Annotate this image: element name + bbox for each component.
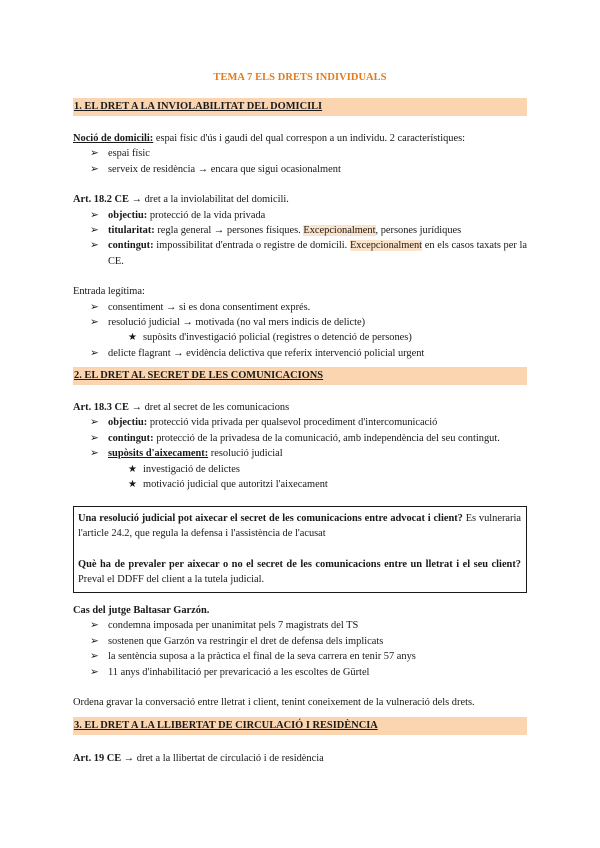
case-title: Cas del jutge Baltasar Garzón. [73, 605, 210, 616]
list-item: ➢ resolució judicial → motivada (no val mers indicis de delicte) ★ supòsits d'investigació policial (registres o detenció de persones) [73, 315, 527, 346]
highlight: Excepcionalment [303, 225, 376, 237]
arrow-bullet-icon: ➢ [90, 163, 99, 175]
highlight: Excepcionalment [349, 240, 423, 252]
section-1-heading: 1. EL DRET A LA INVIOLABILITAT DEL DOMICILI [73, 98, 527, 116]
list-item: ★ supòsits d'investigació policial (registres o detenció de persones) [73, 330, 527, 345]
star-bullet-icon: ★ [128, 463, 137, 475]
list-item: ➢ consentiment → si es dona consentiment exprés. [73, 300, 527, 315]
list-item: ➢ objectiu: protecció vida privada per qualsevol procediment d'intercomunicació [73, 415, 527, 430]
arrow-bullet-icon: ➢ [90, 651, 99, 663]
qa-1: Una resolució judicial pot aixecar el secret de les comunicacions entre advocat i client? Es vulneraria l'article 24.2, que regula la defensa i l'assistència de l'acusat [78, 513, 522, 540]
entrada-label: Entrada legítima: [73, 286, 145, 298]
section-1-body [73, 131, 527, 361]
list-item: ★ investigació de delictes [73, 462, 527, 477]
arrow-bullet-icon: ➢ [90, 317, 99, 329]
arrow-bullet-icon: ➢ [90, 301, 99, 313]
notion-list [73, 146, 527, 177]
case-list [73, 618, 527, 680]
art-18-3-paragraph: Art. 18.3 CE → dret al secret de les comunicacions [73, 402, 290, 413]
arrow-bullet-icon: ➢ [90, 448, 99, 460]
arrow-bullet-icon: ➢ [90, 209, 99, 221]
arrow-bullet-icon: ➢ [90, 225, 99, 237]
arrow-bullet-icon: ➢ [90, 347, 99, 359]
section-2-heading: 2. EL DRET AL SECRET DE LES COMUNICACIONS [73, 367, 527, 385]
case-conclusion: Ordena gravar la conversació entre lletrat i client, tenint coneixement de la vulneració dels drets. [73, 697, 475, 709]
art-18-2-paragraph: Art. 18.2 CE → dret a la inviolabilitat del domicili. [73, 194, 289, 206]
list-item: ➢ delicte flagrant → evidència delictiva que referix intervenció policial urgent [73, 346, 527, 361]
list-item: ➢ contingut: impossibilitat d'entrada o registre de domicili. Excepcionalment en els casos taxats per la CE. [90, 240, 527, 267]
list-item: ➢ objectiu: protecció de la vida privada [73, 208, 527, 223]
garzon-case [73, 603, 527, 710]
list-item: ➢ condemna imposada per unanimitat pels 7 magistrats del TS [73, 618, 527, 633]
arrow-bullet-icon: ➢ [90, 148, 99, 160]
sup-sublist [73, 462, 527, 493]
art-19-paragraph: Art. 19 CE → dret a la llibertat de circulació i de residència [73, 753, 324, 764]
notion-paragraph: Noció de domicili: espai físic d'ús i gaudi del qual correspon a un individu. 2 característiques: [73, 133, 466, 144]
list-item: ➢ contingut: protecció de la privadesa de la comunicació, amb independència del seu contingut. [73, 431, 527, 446]
list-item: ➢ serveix de residència → encara que sigui ocasionalment [73, 162, 527, 177]
document-title: TEMA 7 ELS DRETS INDIVIDUALS [213, 72, 387, 83]
entrada-sublist [73, 330, 527, 345]
list-item: ➢ 11 anys d'inhabilitació per prevaricació a les escoltes de Gürtel [73, 665, 527, 680]
list-item: ➢ la sentència suposa a la pràctica el final de la seva carrera en tenir 57 anys [73, 649, 527, 664]
star-bullet-icon: ★ [128, 332, 137, 344]
list-item: ➢ supòsits d'aixecament: resolució judicial ★ investigació de delictes ★ motivació judicial que autoritzi l'aixecament [73, 446, 527, 492]
entrada-list [73, 300, 527, 362]
qa-2: Què ha de prevaler per aixecar o no el secret de les comunicacions entre un lletrat i el seu client? Preval el DDFF del client a la tutela judicial. [78, 558, 521, 586]
section-3-heading: 3. EL DRET A LA LLIBERTAT DE CIRCULACIÓ I RESIDÈNCIA [73, 717, 527, 735]
list-item: ➢ espai físic [73, 146, 527, 161]
section-3-body [73, 751, 527, 766]
section-2-body [73, 400, 527, 492]
arrow-bullet-icon: ➢ [90, 635, 99, 647]
arrow-bullet-icon: ➢ [90, 240, 99, 252]
arrow-bullet-icon: ➢ [90, 666, 99, 678]
star-bullet-icon: ★ [128, 479, 137, 491]
list-item: ➢ titularitat: regla general → persones físiques. Excepcionalment, persones jurídiques [73, 223, 527, 238]
art-18-2-list [73, 208, 527, 270]
arrow-bullet-icon: ➢ [90, 620, 99, 632]
list-item: ➢ sostenen que Garzón va restringir el dret de defensa dels implicats [73, 634, 527, 649]
qa-box [73, 506, 527, 593]
art-18-3-list [73, 415, 527, 492]
list-item: ★ motivació judicial que autoritzi l'aixecament [73, 477, 527, 492]
arrow-bullet-icon: ➢ [90, 417, 99, 429]
arrow-bullet-icon: ➢ [90, 432, 99, 444]
